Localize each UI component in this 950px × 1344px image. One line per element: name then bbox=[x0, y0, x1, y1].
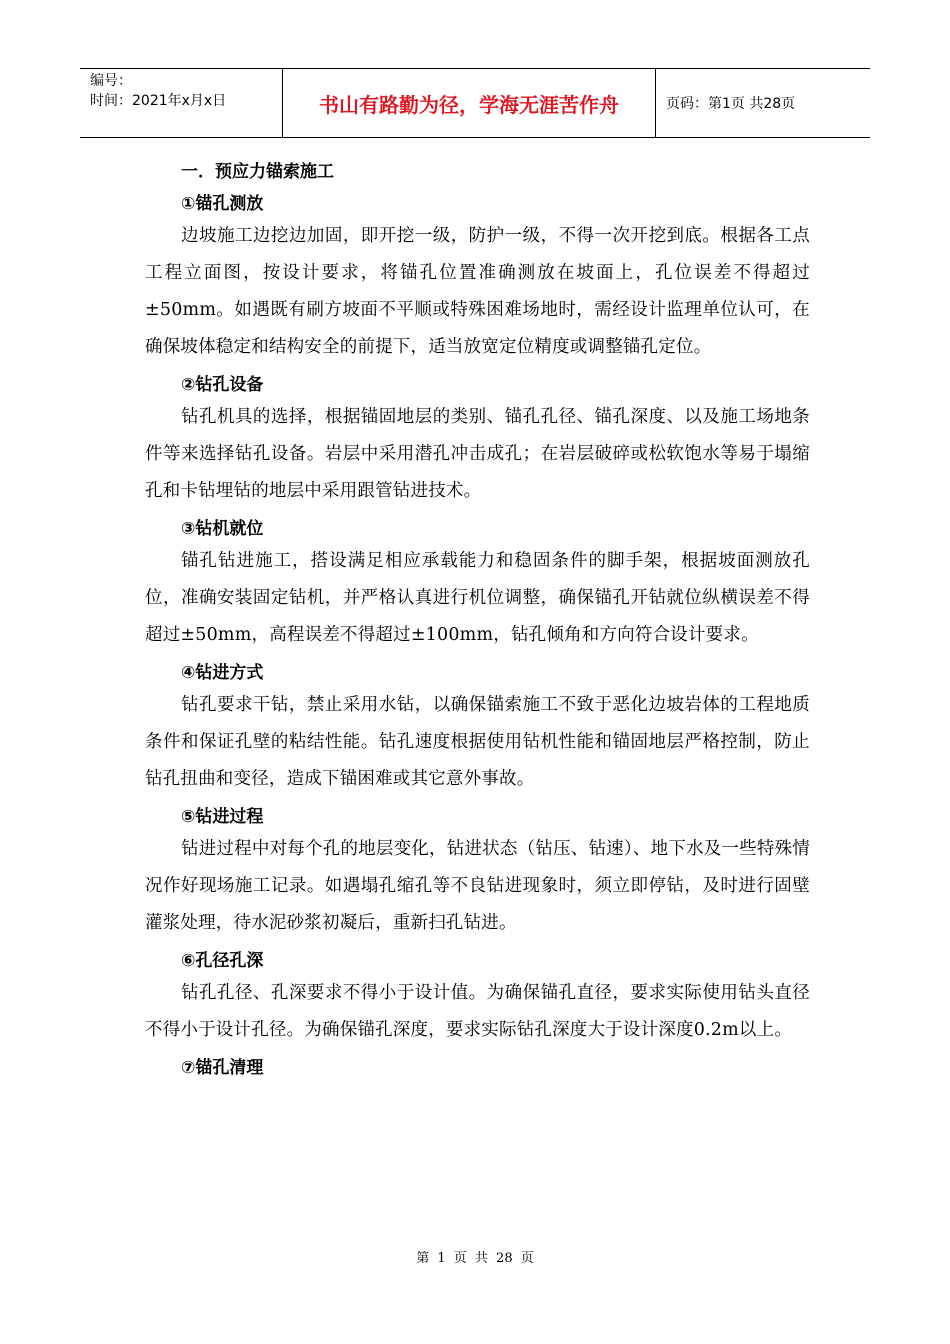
header-motto: 书山有路勤为径，学海无涯苦作舟 bbox=[282, 69, 656, 137]
section-title: ②钻孔设备 bbox=[181, 375, 264, 395]
section-title: ①锚孔测放 bbox=[181, 194, 264, 214]
main-heading: 一．预应力锚索施工 bbox=[181, 162, 334, 182]
section-title: ③钻机就位 bbox=[181, 519, 264, 539]
document-number-label: 编号： bbox=[90, 73, 132, 89]
section-title: ⑥孔径孔深 bbox=[181, 951, 264, 971]
section-title: ④钻进方式 bbox=[181, 663, 264, 683]
document-body bbox=[145, 158, 810, 1082]
section-title: ⑤钻进过程 bbox=[181, 807, 264, 827]
header-meta bbox=[80, 69, 282, 137]
page-footer: 第 1 页 共 28 页 bbox=[416, 1251, 534, 1266]
header-page-info: 页码：第1页 共28页 bbox=[666, 96, 796, 112]
page-header bbox=[80, 68, 870, 138]
section-paragraph: 钻进过程中对每个孔的地层变化，钻进状态（钻压、钻速）、地下水及一些特殊情况作好现场施工记录。如遇塌孔缩孔等不良钻进现象时，须立即停钻，及时进行固壁灌浆处理，待水泥砂浆初凝后，重新扫孔钻进。 bbox=[145, 839, 810, 933]
section-title: ⑦锚孔清理 bbox=[181, 1058, 264, 1078]
section-paragraph: 钻孔孔径、孔深要求不得小于设计值。为确保锚孔直径，要求实际使用钻头直径不得小于设计孔径。为确保锚孔深度，要求实际钻孔深度大于设计深度0.2m以上。 bbox=[145, 983, 810, 1040]
section-paragraph: 钻孔要求干钻，禁止采用水钻，以确保锚索施工不致于恶化边坡岩体的工程地质条件和保证孔壁的粘结性能。钻孔速度根据使用钻机性能和锚固地层严格控制，防止钻孔扭曲和变径，造成下锚困难或其它意外事故。 bbox=[145, 695, 810, 789]
section-paragraph: 锚孔钻进施工，搭设满足相应承载能力和稳固条件的脚手架，根据坡面测放孔位，准确安装固定钻机，并严格认真进行机位调整，确保锚孔开钻就位纵横误差不得超过±50mm，高程误差不得超过±100mm，钻孔倾角和方向符合设计要求。 bbox=[145, 551, 810, 645]
section-paragraph: 边坡施工边挖边加固，即开挖一级，防护一级，不得一次开挖到底。根据各工点工程立面图，按设计要求，将锚孔位置准确测放在坡面上，孔位误差不得超过±50mm。如遇既有刷方坡面不平顺或特殊困难场地时，需经设计监理单位认可，在确保坡体稳定和结构安全的前提下，适当放宽定位精度或调整锚孔定位。 bbox=[145, 226, 810, 357]
document-date: 时间：2021年x月x日 bbox=[90, 93, 227, 109]
section-paragraph: 钻孔机具的选择，根据锚固地层的类别、锚孔孔径、锚孔深度、以及施工场地条件等来选择钻孔设备。岩层中采用潜孔冲击成孔；在岩层破碎或松软饱水等易于塌缩孔和卡钻埋钻的地层中采用跟管钻进技术。 bbox=[145, 407, 810, 501]
